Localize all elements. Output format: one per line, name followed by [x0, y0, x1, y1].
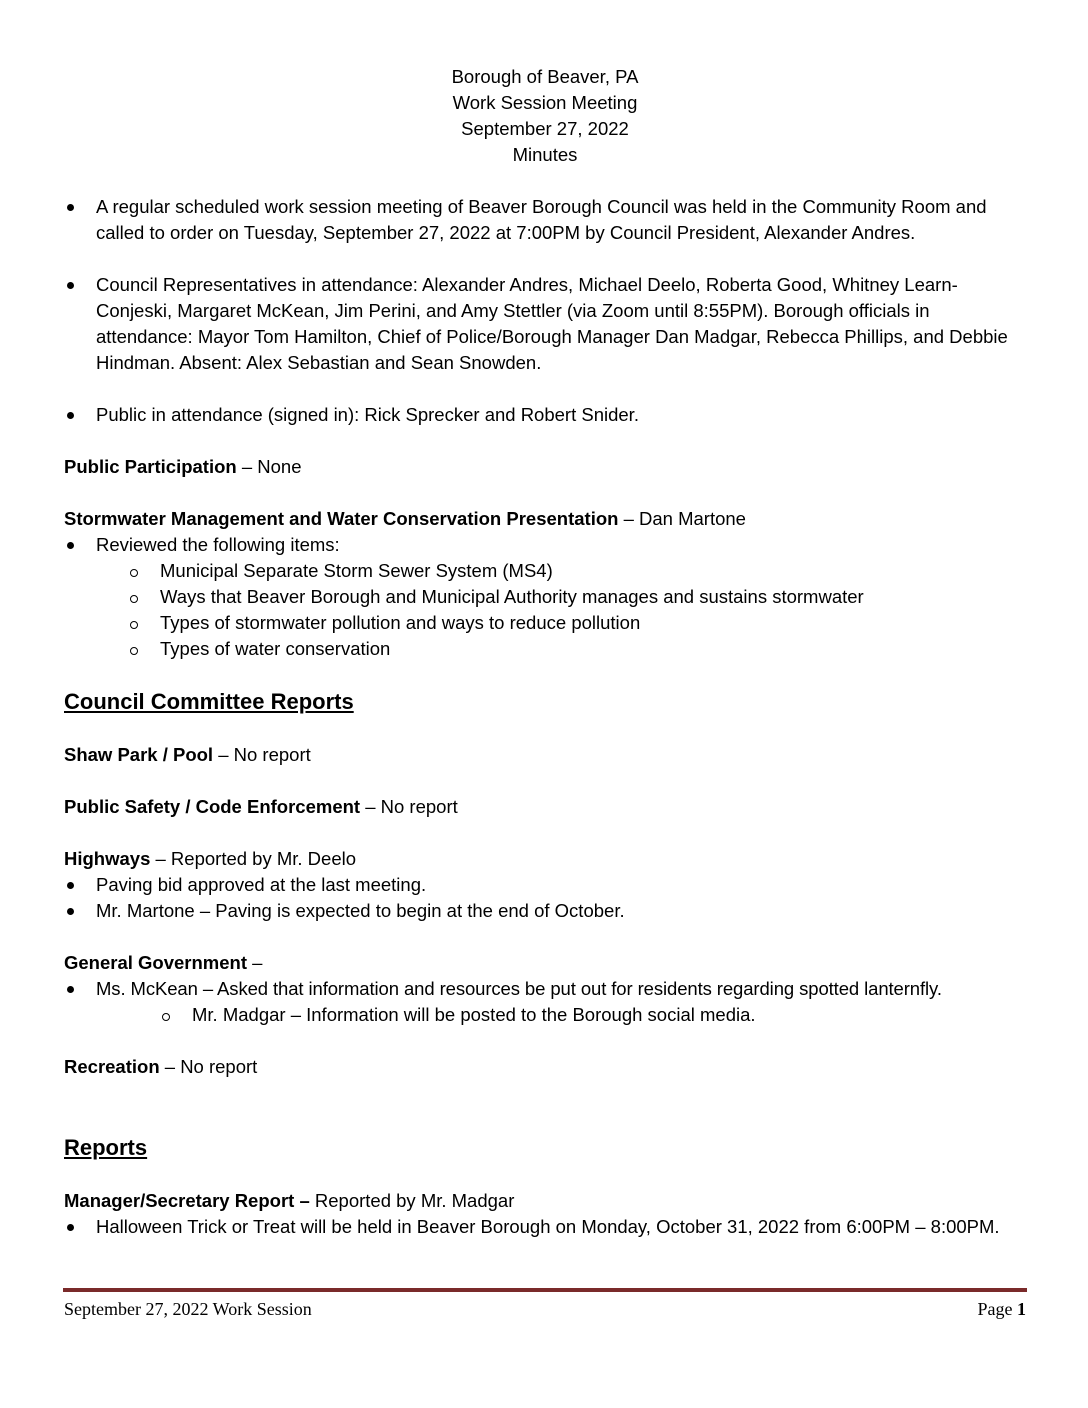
public-participation-text: – None: [236, 456, 302, 477]
highways-label: Highways: [64, 848, 151, 869]
intro-list-attendance: [64, 272, 1026, 376]
header-borough: Borough of Beaver, PA: [451, 66, 639, 87]
intro-list: [64, 194, 1026, 246]
highways-report: [64, 846, 1026, 872]
public-safety-report: [64, 794, 1026, 820]
header-date: September 27, 2022: [461, 118, 629, 139]
stormwater-item: Municipal Separate Storm Sewer System (MS4): [128, 558, 1026, 584]
highways-list: [64, 872, 1026, 924]
recreation-text: – No report: [159, 1056, 258, 1077]
intro-list-public: [64, 402, 1026, 428]
recreation-report: [64, 1054, 1026, 1080]
manager-report-text: Reported by Mr. Madgar: [309, 1190, 515, 1211]
stormwater-text: – Dan Martone: [618, 508, 746, 529]
public-safety-text: – No report: [360, 796, 458, 817]
general-government-text: –: [247, 952, 263, 973]
document-header: [64, 64, 1026, 168]
manager-report-item: Halloween Trick or Treat will be held in Beaver Borough on Monday, October 31, 2022 from 6:00PM – 8:00PM.: [64, 1214, 1026, 1240]
manager-report-label: Manager/Secretary Report –: [64, 1190, 310, 1211]
manager-report: [64, 1188, 1026, 1214]
public-safety-label: Public Safety / Code Enforcement: [64, 796, 361, 817]
general-government-sub-item: Mr. Madgar – Information will be posted to the Borough social media.: [160, 1002, 1026, 1028]
stormwater-item: Ways that Beaver Borough and Municipal Authority manages and sustains stormwater: [128, 584, 1026, 610]
footer-title: September 27, 2022 Work Session: [64, 1299, 312, 1319]
stormwater-item: Types of water conservation: [128, 636, 1026, 662]
general-government-list: [64, 976, 1026, 1002]
footer-page: [978, 1296, 1027, 1322]
intro-attendance: Council Representatives in attendance: Alexander Andres, Michael Deelo, Roberta Good, Whitney Learn-Conjeski, Margaret McKean, Jim Perini, and Amy Stettler (via Zoom until 8:55PM). Borough officials in attendance: Mayor Tom Hamilton, Chief of Police/Borough Manager Dan Madgar, Rebecca Phillips, and Debbie Hindman. Absent: Alex Sebastian and Sean Snowden.: [64, 272, 1026, 376]
intro-public: Public in attendance (signed in): Rick Sprecker and Robert Snider.: [64, 402, 1026, 428]
stormwater-bullet: Reviewed the following items:: [64, 532, 1026, 558]
stormwater-item: Types of stormwater pollution and ways to reduce pollution: [128, 610, 1026, 636]
general-government-item: Ms. McKean – Asked that information and resources be put out for residents regarding spotted lanternfly.: [64, 976, 1026, 1002]
intro-call-to-order: A regular scheduled work session meeting of Beaver Borough Council was held in the Community Room and called to order on Tuesday, September 27, 2022 at 7:00PM by Council President, Alexander Andres.: [64, 194, 1026, 246]
footer-page-number: 1: [1017, 1299, 1026, 1319]
stormwater-label: Stormwater Management and Water Conservation Presentation: [64, 508, 619, 529]
public-participation-label: Public Participation: [64, 456, 237, 477]
highways-item: Paving bid approved at the last meeting.: [64, 872, 1026, 898]
shaw-park-label: Shaw Park / Pool: [64, 744, 214, 765]
general-government-label: General Government: [64, 952, 248, 973]
header-meeting-type: Work Session Meeting: [452, 92, 638, 113]
document-page: [64, 64, 1026, 1240]
manager-report-list: [64, 1214, 1026, 1240]
highways-item: Mr. Martone – Paving is expected to begin at the end of October.: [64, 898, 1026, 924]
footer-rule: [63, 1288, 1027, 1292]
header-minutes: Minutes: [512, 144, 578, 165]
reports-heading: Reports: [64, 1135, 148, 1160]
stormwater-heading: [64, 506, 1026, 532]
stormwater-list: [64, 532, 1026, 558]
general-government-report: [64, 950, 1026, 976]
shaw-park-report: [64, 742, 1026, 768]
committee-reports-heading: Council Committee Reports: [64, 689, 354, 714]
recreation-label: Recreation: [64, 1056, 160, 1077]
stormwater-items: [64, 558, 1026, 662]
shaw-park-text: – No report: [213, 744, 311, 765]
footer-page-label: Page: [977, 1299, 1017, 1319]
public-participation: [64, 454, 1026, 480]
page-footer: [64, 1296, 1026, 1322]
highways-text: – Reported by Mr. Deelo: [150, 848, 357, 869]
general-government-sublist: [64, 1002, 1026, 1028]
